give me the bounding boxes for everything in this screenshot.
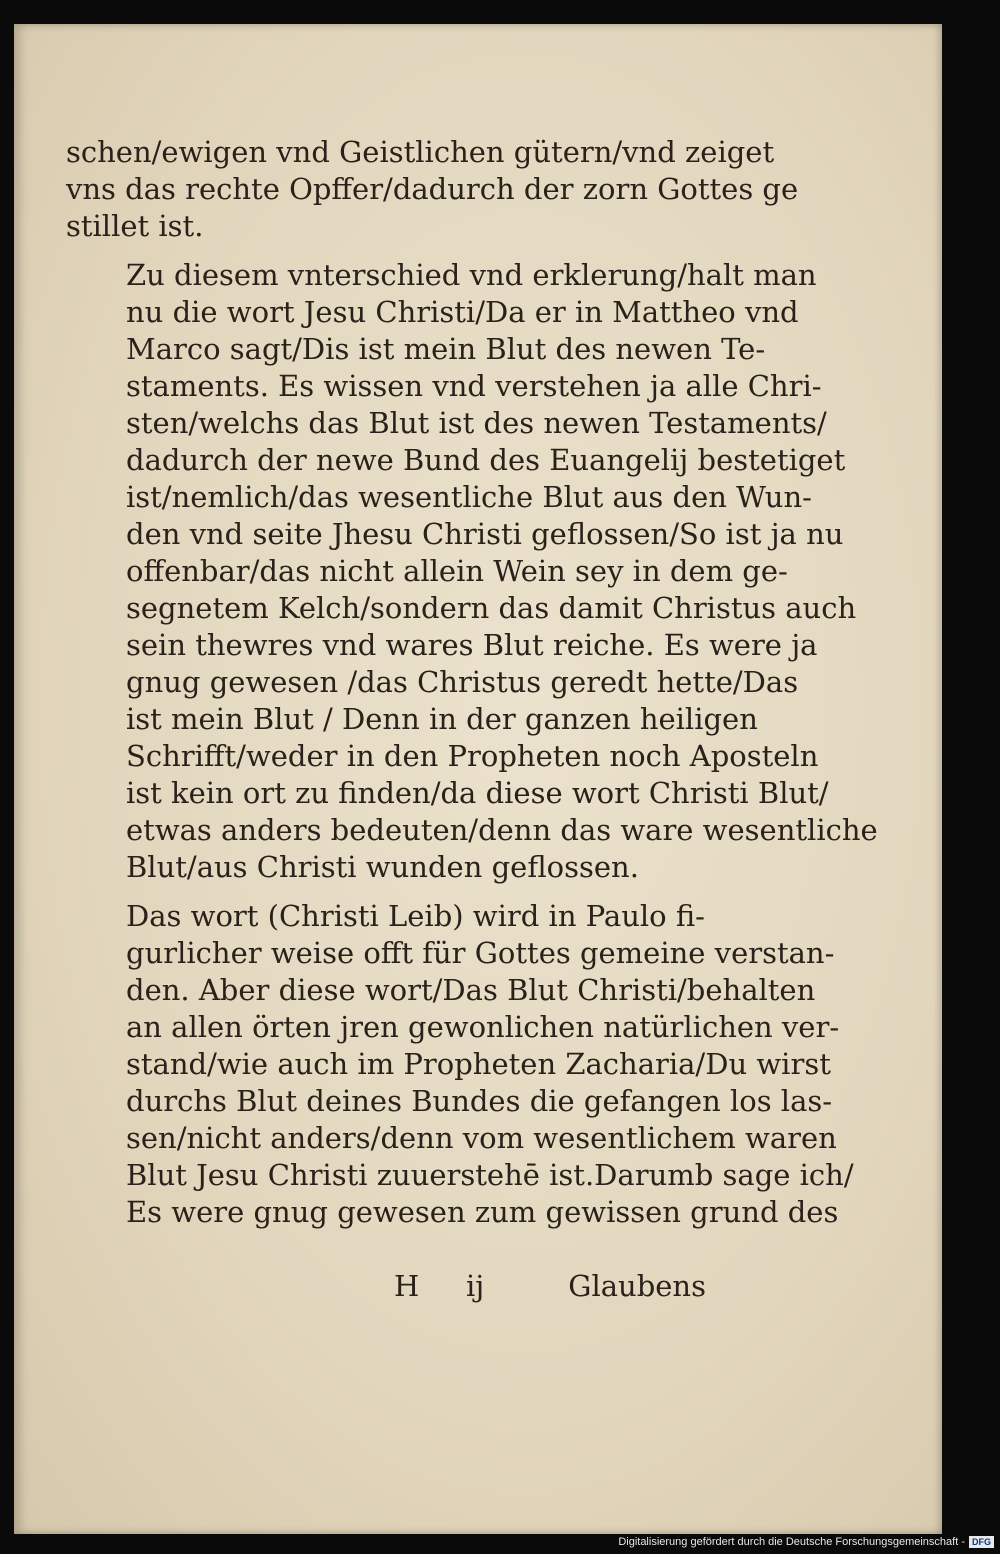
text-line: Es were gnug gewesen zum gewissen grund des [126, 1195, 839, 1229]
text-line: sein thewres vnd wares Blut reiche. Es were ja [126, 628, 818, 662]
text-block [66, 134, 878, 1231]
text-line: Das wort (Christi Leib) wird in Paulo fi- [126, 899, 705, 933]
text-line: durchs Blut deines Bundes die gefangen los las- [126, 1084, 833, 1118]
text-line: vns das rechte Opffer/dadurch der zorn Gottes ge [66, 172, 799, 206]
text-line: sten/welchs das Blut ist des newen Testaments/ [126, 406, 827, 440]
text-line: staments. Es wissen vnd verstehen ja alle Chri- [126, 369, 822, 403]
text-line: sen/nicht anders/denn vom wesentlichem waren [126, 1121, 837, 1155]
text-line: Marco sagt/Dis ist mein Blut des newen Te- [126, 332, 766, 366]
paragraph-2 [66, 257, 878, 886]
paragraph-1 [66, 134, 799, 245]
text-line: Blut/aus Christi wunden geflossen. [126, 850, 639, 884]
text-line: stillet ist. [66, 209, 204, 243]
dfg-credit [618, 1536, 994, 1548]
edge-mark [2, 4, 10, 18]
text-line: ist/nemlich/das wesentliche Blut aus den Wun- [126, 480, 812, 514]
text-line: nu die wort Jesu Christi/Da er in Mattheo vnd [126, 295, 799, 329]
page-footer [66, 1269, 706, 1309]
paragraph-3 [66, 898, 854, 1231]
text-line: ist kein ort zu finden/da diese wort Christi Blut/ [126, 776, 829, 810]
text-line: stand/wie auch im Propheten Zacharia/Du wirst [126, 1047, 831, 1081]
book-page [14, 24, 942, 1534]
signature-number: ij [466, 1269, 485, 1303]
text-line: schen/ewigen vnd Geistlichen gütern/vnd zeiget [66, 135, 775, 169]
text-line: segnetem Kelch/sondern das damit Christus auch [126, 591, 857, 625]
text-line: offenbar/das nicht allein Wein sey in dem ge- [126, 554, 788, 588]
text-line: den. Aber diese wort/Das Blut Christi/behalten [126, 973, 816, 1007]
text-line: an allen örten jren gewonlichen natürlichen ver- [126, 1010, 840, 1044]
text-line: gnug gewesen /das Christus geredt hette/Das [126, 665, 799, 699]
text-line: etwas anders bedeuten/denn das ware wesentliche [126, 813, 878, 847]
catchword: Glaubens [568, 1269, 706, 1303]
dfg-logo: DFG [969, 1536, 994, 1548]
text-line: Zu diesem vnterschied vnd erklerung/halt man [126, 258, 817, 292]
text-line: dadurch der newe Bund des Euangelij bestetiget [126, 443, 846, 477]
text-line: Schrifft/weder in den Propheten noch Aposteln [126, 739, 819, 773]
text-line: ist mein Blut / Denn in der ganzen heiligen [126, 702, 758, 736]
text-line: den vnd seite Jhesu Christi geflossen/So ist ja nu [126, 517, 844, 551]
text-line: Blut Jesu Christi zuuerstehē ist.Darumb sage ich/ [126, 1158, 854, 1192]
dfg-credit-text: Digitalisierung gefördert durch die Deutsche Forschungsgemeinschaft - [618, 1536, 965, 1548]
signature-mark: H [394, 1269, 420, 1303]
text-line: gurlicher weise offt für Gottes gemeine verstan- [126, 936, 835, 970]
